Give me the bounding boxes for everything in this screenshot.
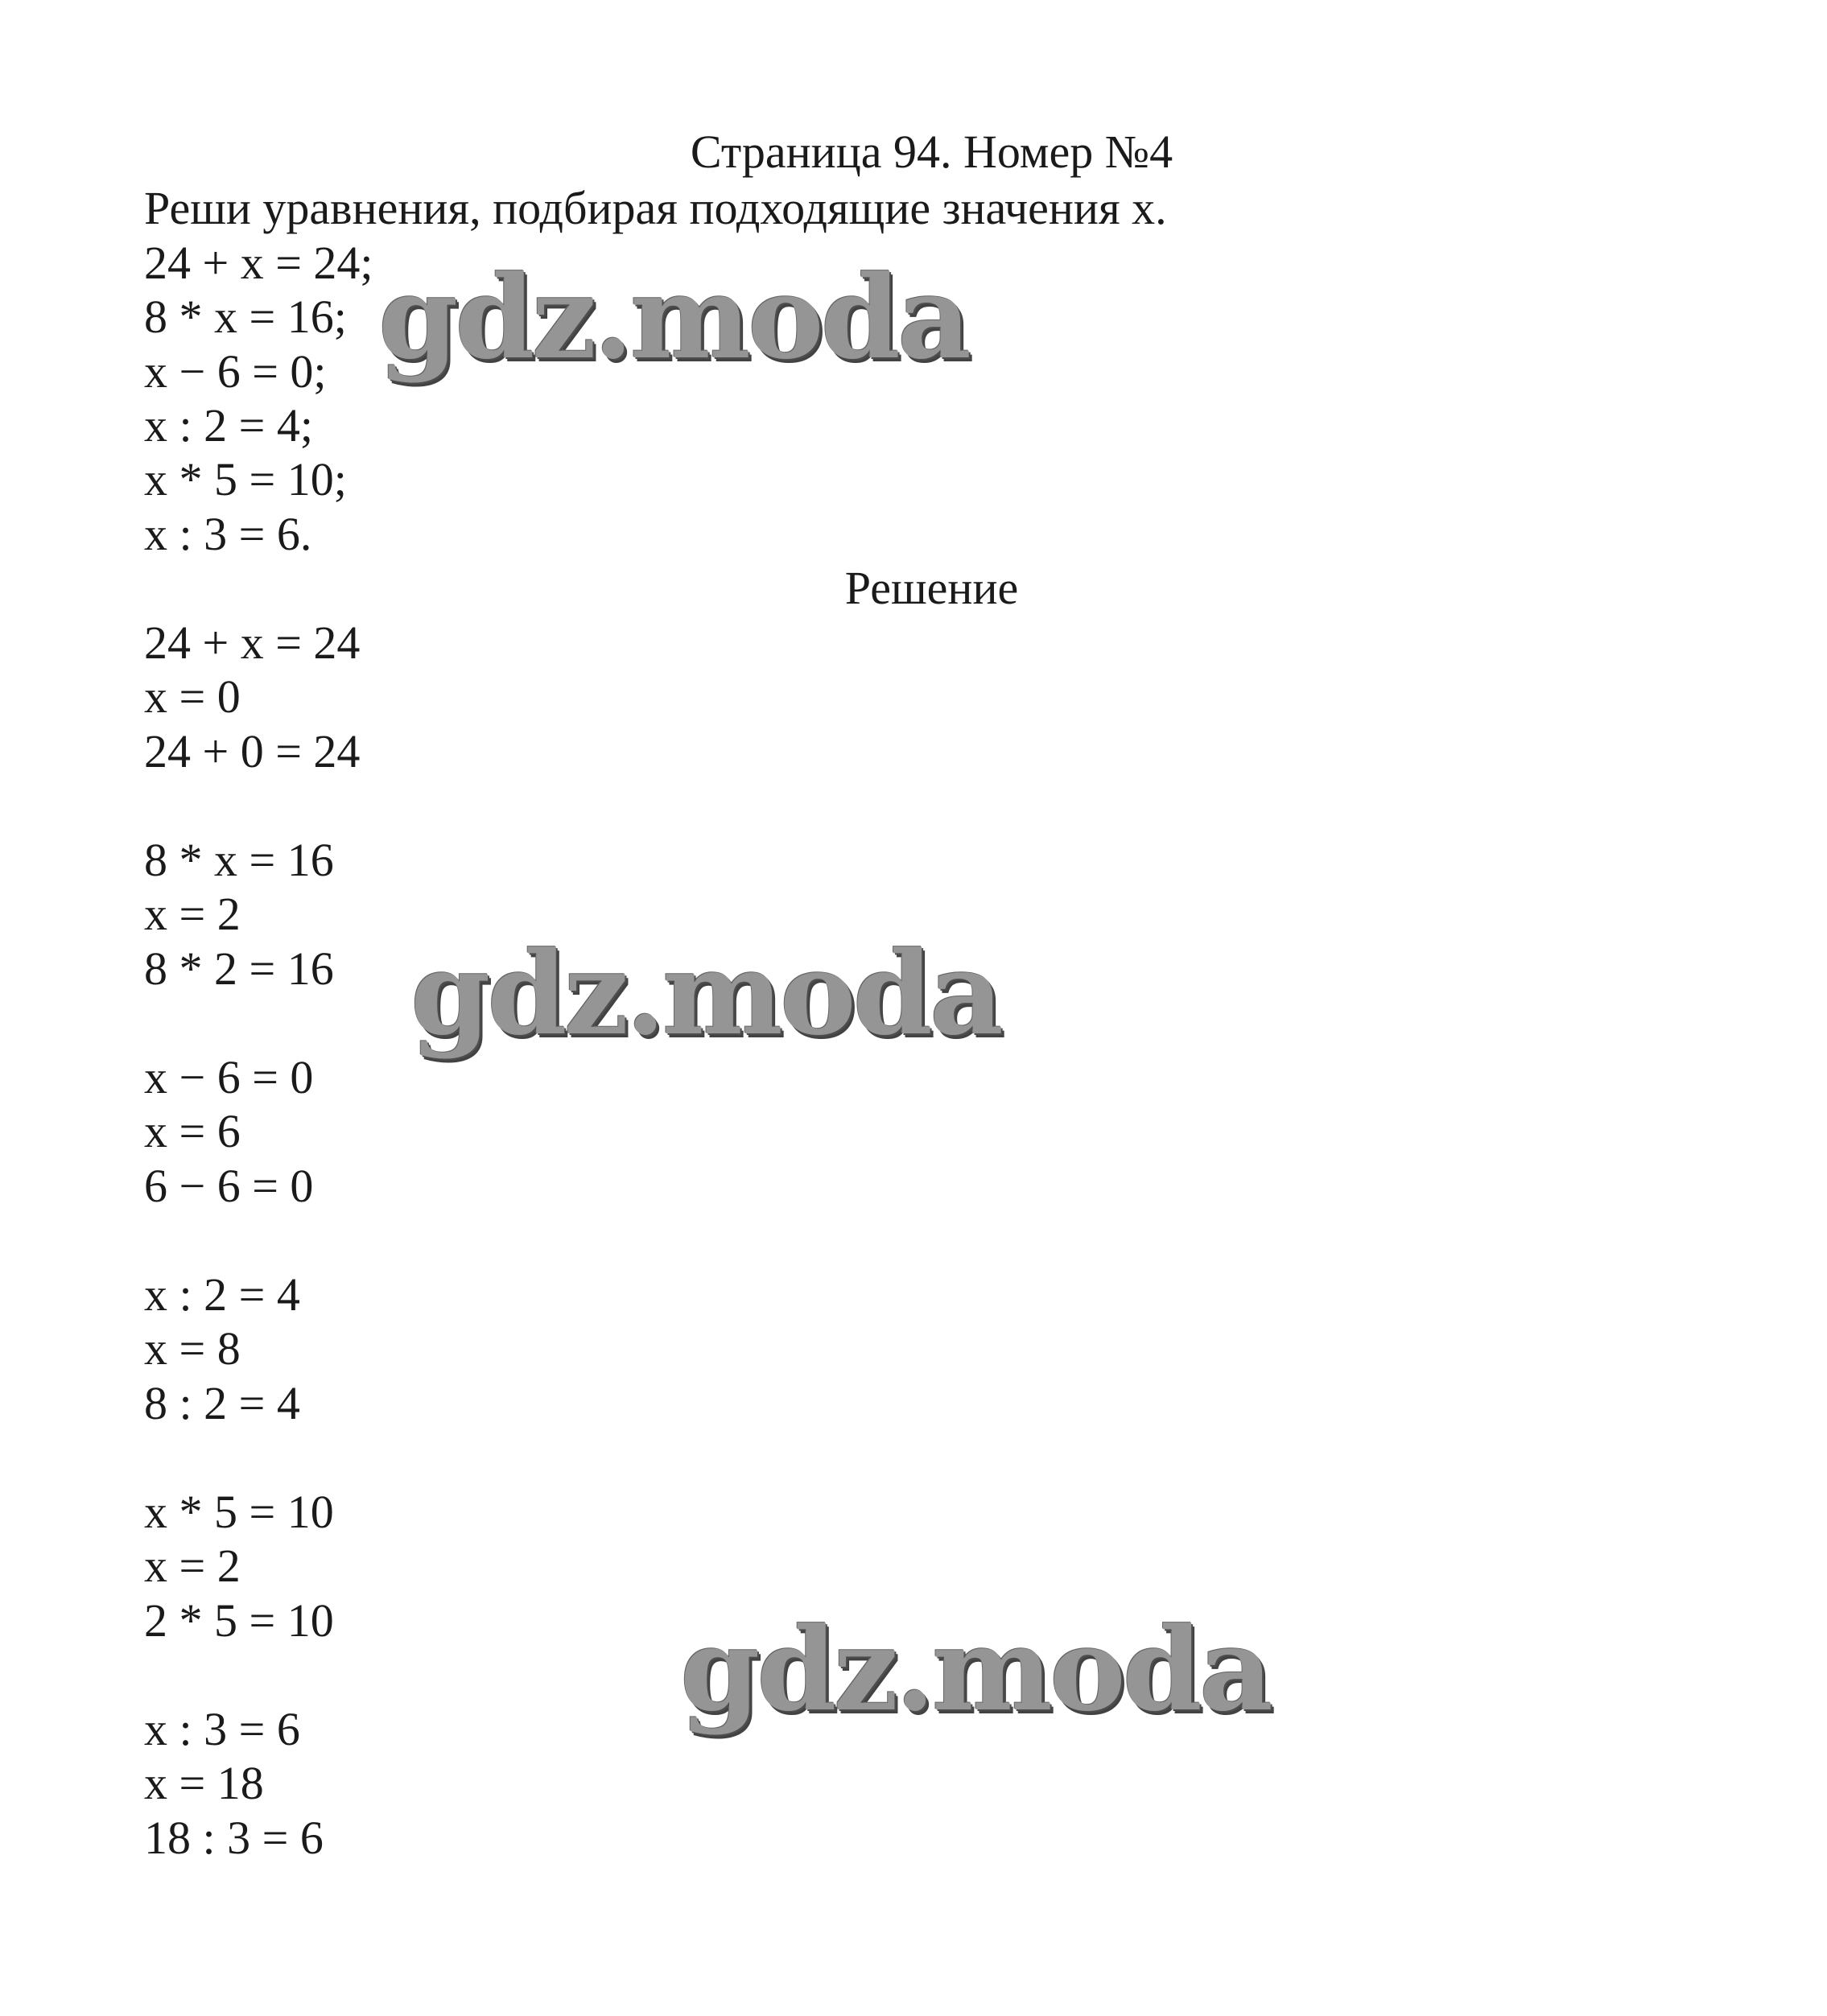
- equation-6: x : 3 = 6.: [144, 508, 312, 560]
- solution-4-check: 8 : 2 = 4: [144, 1377, 300, 1429]
- solution-2-equation: 8 * x = 16: [144, 834, 334, 886]
- solution-1-check: 24 + 0 = 24: [144, 725, 361, 777]
- page-title: Страница 94. Номер №4: [690, 126, 1173, 178]
- solution-1-equation: 24 + x = 24: [144, 616, 361, 669]
- watermark-logo: gdz.moda: [680, 1603, 1270, 1737]
- solution-heading: Решение: [844, 562, 1019, 614]
- solution-2-check: 8 * 2 = 16: [144, 942, 334, 995]
- solution-5-equation: x * 5 = 10: [144, 1486, 334, 1538]
- equation-1: 24 + x = 24;: [144, 237, 373, 289]
- task-statement: Реши уравнения, подбирая подходящие значения х.: [144, 182, 1167, 234]
- solution-4-equation: x : 2 = 4: [144, 1268, 300, 1321]
- solution-6-check: 18 : 3 = 6: [144, 1812, 324, 1864]
- solution-3-check: 6 − 6 = 0: [144, 1160, 314, 1212]
- equation-5: x * 5 = 10;: [144, 453, 347, 505]
- solution-3-answer: x = 6: [144, 1105, 241, 1157]
- watermark-logo: gdz.moda: [410, 927, 1000, 1061]
- watermark-logo: gdz.moda: [378, 251, 968, 385]
- solution-6-equation: x : 3 = 6: [144, 1703, 300, 1755]
- solution-4-answer: x = 8: [144, 1322, 241, 1375]
- equation-4: x : 2 = 4;: [144, 399, 313, 451]
- solution-5-check: 2 * 5 = 10: [144, 1594, 334, 1647]
- equation-3: x − 6 = 0;: [144, 345, 327, 398]
- solution-1-answer: x = 0: [144, 670, 241, 723]
- solution-5-answer: x = 2: [144, 1540, 241, 1592]
- solution-2-answer: x = 2: [144, 888, 241, 940]
- solution-3-equation: x − 6 = 0: [144, 1051, 314, 1103]
- solution-6-answer: x = 18: [144, 1757, 264, 1809]
- equation-2: 8 * x = 16;: [144, 291, 347, 343]
